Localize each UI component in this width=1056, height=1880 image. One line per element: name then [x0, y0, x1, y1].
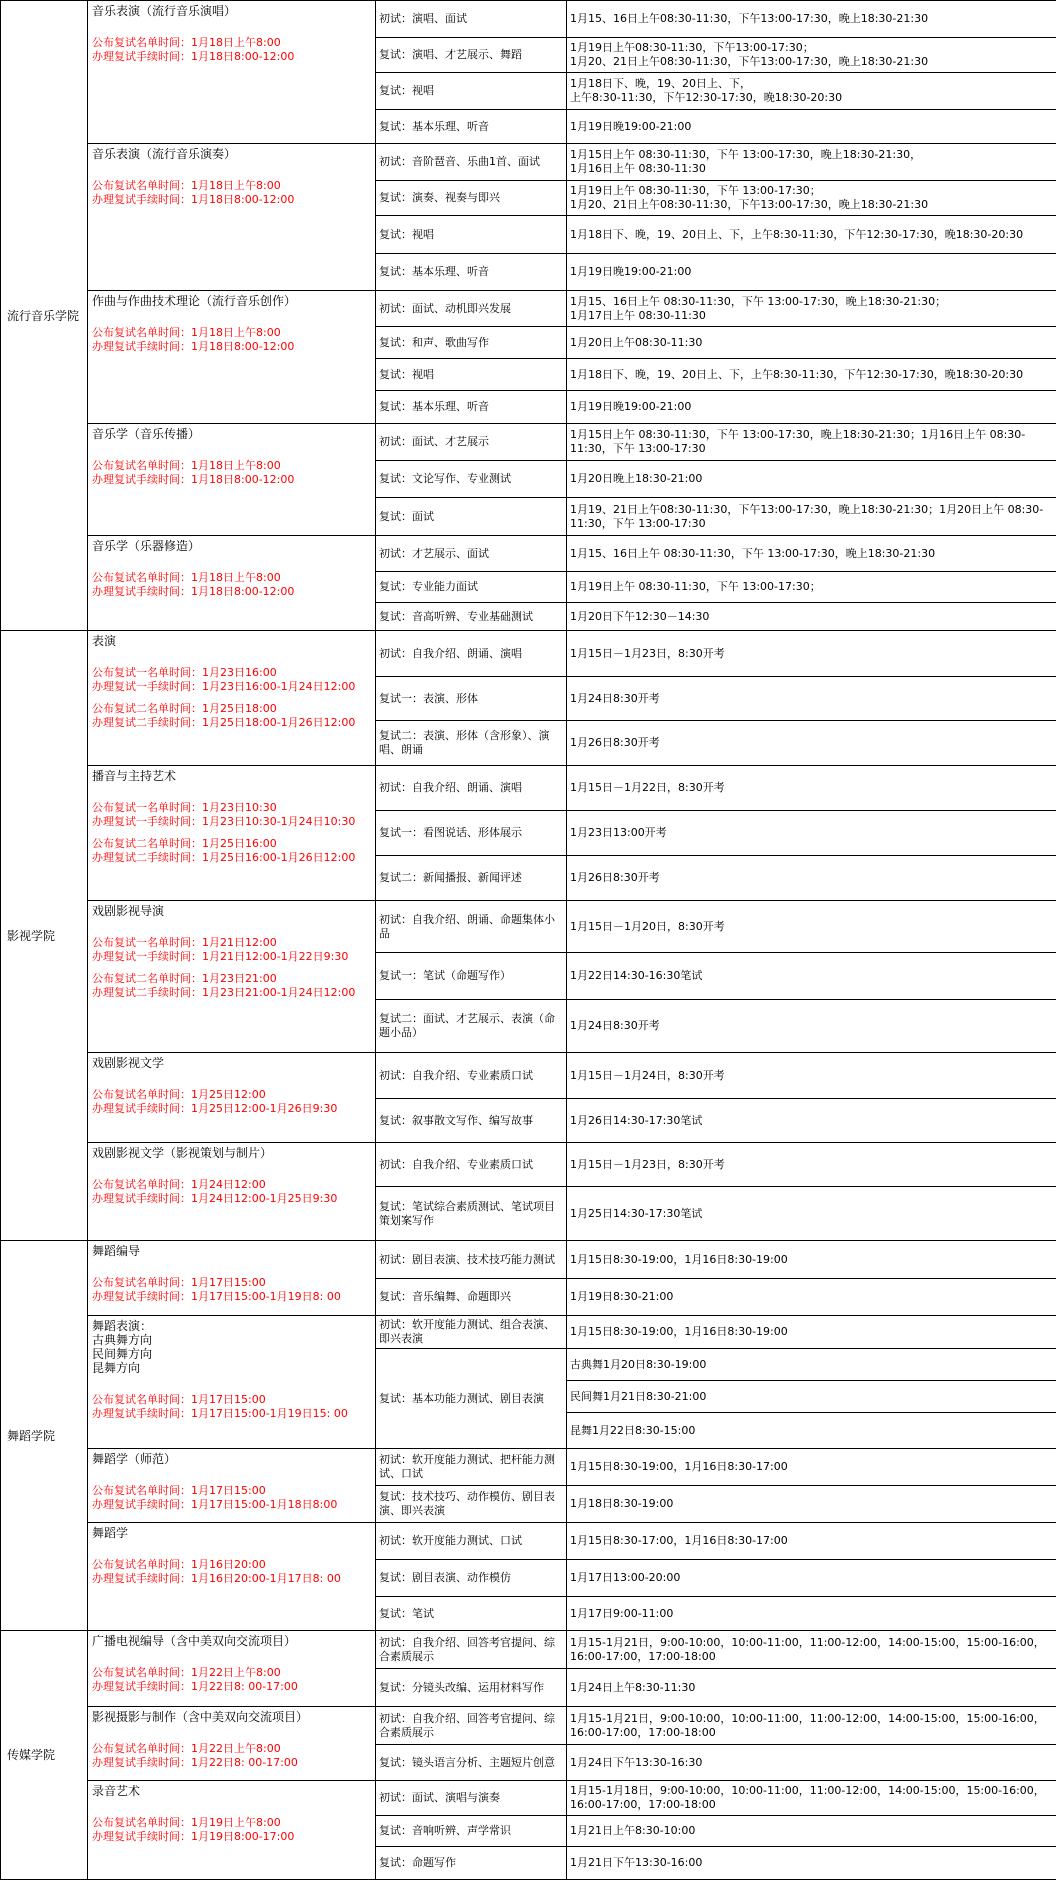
- exam-item-cell: [375, 1348, 567, 1449]
- exam-time: 古典舞1月20日8:30-19:00: [570, 1357, 707, 1371]
- exam-item: 复试：镜头语言分析、主题短片创意: [379, 1755, 555, 1769]
- exam-item: 复试：基本乐理、听音: [379, 265, 489, 278]
- exam-item-cell: [375, 1559, 567, 1597]
- exam-time-cell: [566, 1240, 1056, 1279]
- exam-item-cell: [375, 423, 567, 461]
- exam-time-cell: [566, 1596, 1056, 1631]
- exam-time-cell: [566, 390, 1056, 424]
- retest-notice: 公布复试名单时间：1月22日上午8:00: [92, 1666, 281, 1679]
- exam-item: 初试：面试、动机即兴发展: [379, 301, 511, 315]
- exam-time: 1月15日8:30-19:00，1月16日8:30-19:00: [570, 1325, 788, 1338]
- major-name: 音乐学（乐器修造）: [92, 539, 201, 553]
- retest-notice: 公布复试名单时间：1月18日上午8:00: [92, 459, 281, 472]
- exam-time: 1月19日8:30-21:00: [570, 1290, 674, 1303]
- exam-time: 1月15日上午 08:30-11:30，下午 13:00-17:30，晚上18:30-21:30， 1月16日上午 08:30-11:30: [570, 148, 922, 175]
- exam-item-cell: [375, 460, 567, 498]
- exam-time-cell: [566, 423, 1056, 461]
- exam-item-cell: [375, 37, 567, 73]
- exam-time-cell: [566, 1630, 1056, 1669]
- retest-notice: 办理复试二手续时间：1月25日16:00-1月26日12:00: [92, 851, 356, 864]
- exam-item: 复试一：表演、形体: [379, 691, 478, 705]
- exam-time-cell: [566, 72, 1056, 110]
- exam-time-cell: [566, 720, 1056, 766]
- retest-notice: 办理复试手续时间：1月22日8: 00-17:00: [92, 1756, 298, 1769]
- exam-time-cell: [566, 1706, 1056, 1745]
- major-name: 表演: [92, 634, 117, 648]
- retest-notice: 公布复试二名单时间：1月25日18:00: [92, 702, 277, 715]
- exam-time-cell: [566, 999, 1056, 1053]
- major-cell: [87, 900, 376, 1053]
- major-name: 音乐表演（流行音乐演奏）: [92, 147, 237, 161]
- exam-time: 1月15日－1月22日，8:30开考: [570, 781, 725, 794]
- exam-time-cell: [566, 1052, 1056, 1099]
- major-name: 舞蹈学: [92, 1526, 129, 1540]
- exam-item: 复试：基本乐理、听音: [379, 400, 489, 413]
- exam-item: 初试：自我介绍、回答考官提问、综合素质展示: [379, 1711, 555, 1739]
- exam-time-cell: [566, 1315, 1056, 1349]
- exam-time: 1月15日－1月20日，8:30开考: [570, 919, 725, 933]
- exam-time: 1月19日晚19:00-21:00: [570, 265, 692, 278]
- exam-time: 1月15、16日上午08:30-11:30，下午13:00-17:30，晚上18:30-21:30: [570, 12, 929, 25]
- exam-item-cell: [375, 253, 567, 291]
- exam-time: 1月19日晚19:00-21:00: [570, 119, 692, 133]
- college-cell: [0, 1240, 88, 1631]
- exam-time-cell: [566, 630, 1056, 677]
- exam-time-cell: [566, 855, 1056, 901]
- retest-notice: 公布复试名单时间：1月25日12:00: [92, 1088, 266, 1101]
- spacer: [92, 1648, 371, 1666]
- retest-notice: 办理复试一手续时间：1月21日12:00-1月22日9:30: [92, 950, 349, 963]
- college-name: 流行音乐学院: [7, 308, 80, 323]
- exam-item: 复试：叙事散文写作、编写故事: [379, 1113, 533, 1127]
- exam-time: 1月21日下午13:30-16:00: [570, 1856, 703, 1869]
- exam-item: 复试二：表演、形体（含形象）、演唱、朗诵: [379, 729, 550, 756]
- college-name: 传媒学院: [7, 1748, 56, 1762]
- exam-time: 1月21日上午8:30-10:00: [570, 1824, 696, 1837]
- exam-item-cell: [375, 1052, 567, 1099]
- major-name: 影视摄影与制作（含中美双向交流项目）: [92, 1710, 309, 1724]
- major-cell: [87, 535, 376, 631]
- exam-time-cell: [566, 1668, 1056, 1707]
- exam-item-cell: [375, 1278, 567, 1316]
- exam-item-cell: [375, 1846, 567, 1880]
- exam-item: 复试：视唱: [379, 84, 434, 97]
- exam-time-cell: [566, 143, 1056, 181]
- exam-item: 复试：面试: [379, 509, 434, 523]
- exam-item: 复试：专业能力面试: [379, 580, 478, 593]
- exam-time: 1月19日上午 08:30-11:30，下午 13:00-17:30；: [570, 580, 821, 593]
- retest-notice: 公布复试名单时间：1月18日上午8:00: [92, 571, 281, 584]
- exam-item-cell: [375, 1142, 567, 1187]
- major-cell: [87, 1052, 376, 1143]
- retest-notice: 办理复试手续时间：1月17日15:00-1月18日8:00: [92, 1498, 338, 1511]
- exam-item: 复试：剧目表演、动作模仿: [379, 1571, 511, 1584]
- exam-item: 复试：技术技巧、动作模仿、剧目表演、即兴表演: [379, 1490, 555, 1517]
- exam-item-cell: [375, 215, 567, 254]
- exam-item: 复试：笔试: [379, 1606, 434, 1620]
- exam-time-cell: [566, 900, 1056, 953]
- exam-item-cell: [375, 497, 567, 536]
- exam-item-cell: [375, 1522, 567, 1560]
- exam-time: 1月18日8:30-19:00: [570, 1497, 674, 1510]
- exam-time-cell: [566, 497, 1056, 536]
- exam-item: 初试：演唱、面试: [379, 12, 467, 25]
- major-name: 音乐学（音乐传播）: [92, 427, 201, 441]
- college-cell: [0, 0, 88, 631]
- major-name: 广播电视编导（含中美双向交流项目）: [92, 1634, 297, 1648]
- exam-time: 1月15日－1月23日，8:30开考: [570, 1157, 725, 1171]
- spacer: [92, 783, 371, 801]
- exam-item-cell: [375, 535, 567, 572]
- retest-notice: 办理复试手续时间：1月25日12:00-1月26日9:30: [92, 1102, 338, 1115]
- exam-time-cell: [566, 676, 1056, 721]
- exam-time-cell: [566, 290, 1056, 327]
- exam-time-cell: [566, 109, 1056, 144]
- exam-time-cell: [566, 1380, 1056, 1413]
- exam-time: 1月15-1月21日，9:00-10:00，10:00-11:00，11:00-12:00，14:00-15:00，15:00-16:00，16:00-17:00，17:00-18:00: [570, 1635, 1045, 1663]
- exam-item-cell: [375, 630, 567, 677]
- exam-item-cell: [375, 1780, 567, 1816]
- major-cell: [87, 1706, 376, 1781]
- exam-item-cell: [375, 1630, 567, 1669]
- exam-item: 复试：演唱、才艺展示、舞蹈: [379, 48, 522, 61]
- exam-item-cell: [375, 1706, 567, 1745]
- exam-item: 复试：演奏、视奏与即兴: [379, 191, 500, 204]
- exam-time-cell: [566, 1780, 1056, 1816]
- exam-item: 复试二：面试、才艺展示、表演（命题小品）: [379, 1012, 555, 1039]
- retest-notice: 公布复试名单时间：1月18日上午8:00: [92, 179, 281, 192]
- exam-time: 1月15-1月21日，9:00-10:00，10:00-11:00，11:00-12:00，14:00-15:00，15:00-16:00，16:00-17:00，17:00-18:00: [570, 1711, 1045, 1739]
- exam-item: 复试：笔试综合素质测试、笔试项目策划案写作: [379, 1199, 555, 1227]
- exam-time: 1月26日8:30开考: [570, 736, 660, 749]
- exam-item: 初试：才艺展示、面试: [379, 546, 489, 560]
- exam-time: 1月20日下午12:30－14:30: [570, 609, 710, 623]
- spacer: [92, 308, 371, 326]
- retest-notice: 公布复试一名单时间：1月21日12:00: [92, 936, 277, 949]
- major-name: 戏剧影视文学（影视策划与制片）: [92, 1146, 273, 1160]
- college-cell: [0, 630, 88, 1241]
- exam-item-cell: [375, 999, 567, 1053]
- exam-item: 复试：和声、歌曲写作: [379, 335, 489, 349]
- exam-item: 复试：文论写作、专业测试: [379, 472, 511, 485]
- exam-time: 1月15日8:30-19:00，1月16日8:30-17:00: [570, 1460, 788, 1473]
- major-cell: [87, 1315, 376, 1449]
- exam-item: 复试：基本乐理、听音: [379, 119, 489, 133]
- exam-time: 1月19日上午08:30-11:30，下午13:00-17:30； 1月20、21日上午08:30-11:30，下午13:00-17:30，晚上18:30-21:30: [570, 41, 929, 68]
- exam-item: 复试：命题写作: [379, 1856, 456, 1869]
- retest-notice: 公布复试名单时间：1月19日上午8:00: [92, 1816, 281, 1829]
- exam-time-cell: [566, 37, 1056, 73]
- major-cell: [87, 1142, 376, 1241]
- exam-time: 1月15日－1月24日，8:30开考: [570, 1068, 725, 1082]
- major-cell: [87, 143, 376, 291]
- exam-item-cell: [375, 1668, 567, 1707]
- retest-notice: 公布复试一名单时间：1月23日16:00: [92, 666, 277, 679]
- exam-item: 复试：基本功能力测试、剧目表演: [379, 1391, 544, 1405]
- exam-item-cell: [375, 1186, 567, 1241]
- exam-time-cell: [566, 1815, 1056, 1847]
- exam-time-cell: [566, 1559, 1056, 1597]
- exam-time: 1月15日8:30-17:00，1月16日8:30-17:00: [570, 1534, 788, 1547]
- spacer: [92, 441, 371, 459]
- exam-item-cell: [375, 602, 567, 631]
- major-cell: [87, 290, 376, 424]
- retest-notice: 办理复试手续时间：1月24日12:00-1月25日9:30: [92, 1192, 338, 1205]
- retest-notice: 公布复试名单时间：1月17日15:00: [92, 1276, 266, 1289]
- exam-item: 初试：自我介绍、专业素质口试: [379, 1068, 533, 1082]
- retest-notice: 办理复试手续时间：1月18日8:00-12:00: [92, 340, 295, 353]
- retest-notice: 办理复试手续时间：1月19日8:00-17:00: [92, 1830, 295, 1843]
- exam-time: 昆舞1月22日8:30-15:00: [570, 1423, 696, 1437]
- exam-item-cell: [375, 571, 567, 603]
- exam-time-cell: [566, 358, 1056, 391]
- major-name: 戏剧影视导演: [92, 904, 165, 918]
- exam-item-cell: [375, 1315, 567, 1349]
- retest-notice: 公布复试二名单时间：1月25日16:00: [92, 837, 277, 850]
- major-name: 舞蹈编导: [92, 1244, 141, 1258]
- exam-item: 复试：视唱: [379, 227, 434, 241]
- major-name: 舞蹈表演： 古典舞方向 民间舞方向 昆舞方向: [92, 1319, 153, 1375]
- exam-time: 1月19日上午 08:30-11:30，下午 13:00-17:30； 1月20、21日上午08:30-11:30，下午13:00-17:30，晚上18:30-21:30: [570, 184, 929, 211]
- exam-time: 1月17日13:00-20:00: [570, 1571, 681, 1584]
- exam-time: 1月23日13:00开考: [570, 826, 667, 839]
- exam-time-cell: [566, 810, 1056, 856]
- major-cell: [87, 0, 376, 144]
- exam-item-cell: [375, 290, 567, 327]
- exam-item-cell: [375, 720, 567, 766]
- exam-time: 1月20日上午08:30-11:30: [570, 335, 703, 349]
- exam-time: 民间舞1月21日8:30-21:00: [570, 1389, 707, 1403]
- spacer: [92, 1160, 371, 1178]
- exam-item-cell: [375, 1596, 567, 1631]
- exam-time-cell: [566, 1348, 1056, 1381]
- exam-item-cell: [375, 1098, 567, 1143]
- retest-notice: 办理复试一手续时间：1月23日10:30-1月24日10:30: [92, 815, 356, 828]
- retest-notice: 办理复试一手续时间：1月23日16:00-1月24日12:00: [92, 680, 356, 693]
- exam-time: 1月26日14:30-17:30笔试: [570, 1113, 703, 1127]
- retest-notice: 办理复试手续时间：1月17日15:00-1月19日15: 00: [92, 1407, 348, 1420]
- exam-time-cell: [566, 180, 1056, 216]
- exam-time-cell: [566, 765, 1056, 811]
- exam-item-cell: [375, 1815, 567, 1847]
- exam-time: 1月18日下、晚，19、20日上、下， 上午8:30-11:30，下午12:30-17:30，晚18:30-20:30: [570, 77, 843, 104]
- notice-spacer: [92, 964, 371, 972]
- exam-item: 初试：自我介绍、专业素质口试: [379, 1157, 533, 1171]
- major-cell: [87, 1630, 376, 1707]
- major-name: 播音与主持艺术: [92, 769, 177, 783]
- exam-time-cell: [566, 253, 1056, 291]
- exam-item-cell: [375, 676, 567, 721]
- major-name: 舞蹈学（师范）: [92, 1452, 177, 1466]
- exam-item-cell: [375, 109, 567, 144]
- exam-time-cell: [566, 535, 1056, 572]
- major-cell: [87, 1240, 376, 1316]
- exam-time-cell: [566, 571, 1056, 603]
- exam-item: 复试一：看图说话、形体展示: [379, 826, 522, 839]
- spacer: [92, 553, 371, 571]
- retest-notice: 办理复试手续时间：1月17日15:00-1月19日8: 00: [92, 1290, 341, 1303]
- spacer: [92, 161, 371, 179]
- exam-item-cell: [375, 390, 567, 424]
- exam-time: 1月24日8:30开考: [570, 691, 660, 705]
- exam-time: 1月15日8:30-19:00，1月16日8:30-19:00: [570, 1252, 788, 1266]
- college-name: 舞蹈学院: [7, 1428, 56, 1443]
- exam-item: 初试：自我介绍、朗诵、演唱: [379, 646, 522, 660]
- retest-notice: 办理复试手续时间：1月16日20:00-1月17日8: 00: [92, 1572, 341, 1585]
- exam-time-cell: [566, 1412, 1056, 1449]
- exam-item-cell: [375, 1485, 567, 1523]
- exam-time-cell: [566, 1098, 1056, 1143]
- notice-spacer: [92, 694, 371, 702]
- exam-item-cell: [375, 810, 567, 856]
- retest-notice: 公布复试一名单时间：1月23日10:30: [92, 801, 277, 814]
- exam-time: 1月24日下午13:30-16:30: [570, 1755, 703, 1769]
- exam-item: 初试：自我介绍、朗诵、命题集体小品: [379, 912, 555, 940]
- college-cell: [0, 1630, 88, 1880]
- major-cell: [87, 1780, 376, 1880]
- exam-time-cell: [566, 1186, 1056, 1241]
- major-name: 作曲与作曲技术理论（流行音乐创作）: [92, 294, 297, 308]
- exam-item-cell: [375, 1448, 567, 1486]
- exam-time: 1月24日上午8:30-11:30: [570, 1680, 696, 1694]
- exam-time-cell: [566, 326, 1056, 359]
- exam-time: 1月26日8:30开考: [570, 871, 660, 884]
- major-name: 音乐表演（流行音乐演唱）: [92, 4, 237, 18]
- exam-time: 1月20日晚上18:30-21:00: [570, 472, 703, 485]
- exam-item-cell: [375, 952, 567, 1000]
- exam-time: 1月24日8:30开考: [570, 1019, 660, 1032]
- exam-item-cell: [375, 1744, 567, 1781]
- retest-notice: 公布复试名单时间：1月18日上午8:00: [92, 326, 281, 339]
- exam-time-cell: [566, 1846, 1056, 1880]
- spacer: [92, 18, 371, 36]
- major-cell: [87, 1522, 376, 1631]
- spacer: [92, 648, 371, 666]
- retest-notice: 公布复试二名单时间：1月23日21:00: [92, 972, 277, 985]
- major-cell: [87, 1448, 376, 1523]
- exam-item: 初试：自我介绍、回答考官提问、综合素质展示: [379, 1635, 555, 1663]
- exam-time-cell: [566, 1485, 1056, 1523]
- exam-time-cell: [566, 952, 1056, 1000]
- exam-item-cell: [375, 180, 567, 216]
- exam-item-cell: [375, 0, 567, 38]
- exam-item-cell: [375, 358, 567, 391]
- retest-notice: 公布复试名单时间：1月17日15:00: [92, 1393, 266, 1406]
- exam-item-cell: [375, 765, 567, 811]
- exam-item: 复试：音响听辨、声学常识: [379, 1824, 511, 1837]
- exam-time: 1月15日－1月23日，8:30开考: [570, 646, 725, 660]
- exam-item-cell: [375, 855, 567, 901]
- exam-item-cell: [375, 72, 567, 110]
- exam-item: 初试：音阶琶音、乐曲1首、面试: [379, 155, 540, 168]
- major-cell: [87, 765, 376, 901]
- exam-time: 1月15、16日上午 08:30-11:30，下午 13:00-17:30，晚上18:30-21:30； 1月17日上午 08:30-11:30: [570, 294, 947, 322]
- exam-item: 复试一：笔试（命题写作）: [379, 969, 511, 982]
- retest-notice: 公布复试名单时间：1月22日上午8:00: [92, 1742, 281, 1755]
- retest-notice: 办理复试手续时间：1月18日8:00-12:00: [92, 50, 295, 63]
- major-cell: [87, 630, 376, 766]
- retest-notice: 公布复试名单时间：1月16日20:00: [92, 1558, 266, 1571]
- retest-notice: 办理复试二手续时间：1月25日18:00-1月26日12:00: [92, 716, 356, 729]
- exam-time: 1月22日14:30-16:30笔试: [570, 969, 703, 982]
- retest-notice: 办理复试手续时间：1月18日8:00-12:00: [92, 193, 295, 206]
- exam-item: 复试：分镜头改编、运用材料写作: [379, 1680, 544, 1694]
- exam-time: 1月18日下、晚，19、20日上、下，上午8:30-11:30，下午12:30-17:30，晚18:30-20:30: [570, 227, 1024, 241]
- spacer: [92, 1258, 371, 1276]
- exam-time-cell: [566, 215, 1056, 254]
- exam-item: 初试：面试、演唱与演奏: [379, 1791, 500, 1804]
- exam-item: 初试：剧目表演、技术技巧能力测试: [379, 1252, 555, 1266]
- exam-time-cell: [566, 1744, 1056, 1781]
- retest-notice: 办理复试二手续时间：1月23日21:00-1月24日12:00: [92, 986, 356, 999]
- spacer: [92, 1375, 371, 1393]
- exam-item-cell: [375, 1240, 567, 1279]
- spacer: [92, 1070, 371, 1088]
- retest-notice: 公布复试名单时间：1月24日12:00: [92, 1178, 266, 1191]
- retest-notice: 公布复试名单时间：1月17日15:00: [92, 1484, 266, 1497]
- exam-time: 1月25日14:30-17:30笔试: [570, 1206, 703, 1220]
- exam-time-cell: [566, 0, 1056, 38]
- exam-time: 1月17日9:00-11:00: [570, 1606, 674, 1620]
- exam-item-cell: [375, 143, 567, 181]
- exam-time-cell: [566, 602, 1056, 631]
- exam-time-cell: [566, 1448, 1056, 1486]
- exam-item: 初试：面试、才艺展示: [379, 435, 489, 448]
- exam-time: 1月15-1月18日，9:00-10:00，10:00-11:00，11:00-12:00，14:00-15:00，15:00-16:00，16:00-17:00，17:00-18:00: [570, 1784, 1045, 1811]
- exam-item: 复试二：新闻播报、新闻评述: [379, 871, 522, 884]
- exam-item: 初试：软开度能力测试、组合表演、即兴表演: [379, 1318, 555, 1345]
- spacer: [92, 1466, 371, 1484]
- exam-item: 初试：软开度能力测试、口试: [379, 1534, 522, 1547]
- exam-time: 1月19日晚19:00-21:00: [570, 400, 692, 413]
- exam-time: 1月15、16日上午 08:30-11:30，下午 13:00-17:30，晚上18:30-21:30: [570, 546, 936, 560]
- exam-time: 1月19、21日上午08:30-11:30，下午13:00-17:30，晚上18:30-21:30；1月20日上午 08:30-11:30，下午 13:00-17:30: [570, 502, 1044, 530]
- exam-item: 初试：自我介绍、朗诵、演唱: [379, 781, 522, 794]
- exam-item: 复试：视唱: [379, 367, 434, 381]
- exam-time: 1月18日下、晚，19、20日上、下，上午8:30-11:30，下午12:30-17:30，晚18:30-20:30: [570, 367, 1024, 381]
- spacer: [92, 1540, 371, 1558]
- exam-time-cell: [566, 1142, 1056, 1187]
- exam-time-cell: [566, 460, 1056, 498]
- major-name: 戏剧影视文学: [92, 1056, 165, 1070]
- exam-time-cell: [566, 1522, 1056, 1560]
- spacer: [92, 1798, 371, 1816]
- exam-time-cell: [566, 1278, 1056, 1316]
- retest-notice: 办理复试手续时间：1月18日8:00-12:00: [92, 473, 295, 486]
- exam-time: 1月15日上午 08:30-11:30，下午 13:00-17:30，晚上18:30-21:30；1月16日上午 08:30-11:30，下午 13:00-17:30: [570, 428, 1026, 455]
- exam-item: 复试：音乐编舞、命题即兴: [379, 1290, 511, 1303]
- exam-item-cell: [375, 326, 567, 359]
- major-name: 录音艺术: [92, 1784, 141, 1798]
- retest-notice: 办理复试手续时间：1月22日8: 00-17:00: [92, 1680, 298, 1693]
- spacer: [92, 1724, 371, 1742]
- notice-spacer: [92, 829, 371, 837]
- spacer: [92, 918, 371, 936]
- exam-item-cell: [375, 900, 567, 953]
- exam-item: 初试：软开度能力测试、把杆能力测试、口试: [379, 1453, 555, 1480]
- exam-item: 复试：音高听辨、专业基础测试: [379, 609, 533, 623]
- college-name: 影视学院: [7, 928, 56, 943]
- retest-notice: 公布复试名单时间：1月18日上午8:00: [92, 36, 281, 49]
- retest-notice: 办理复试手续时间：1月18日8:00-12:00: [92, 585, 295, 598]
- major-cell: [87, 423, 376, 536]
